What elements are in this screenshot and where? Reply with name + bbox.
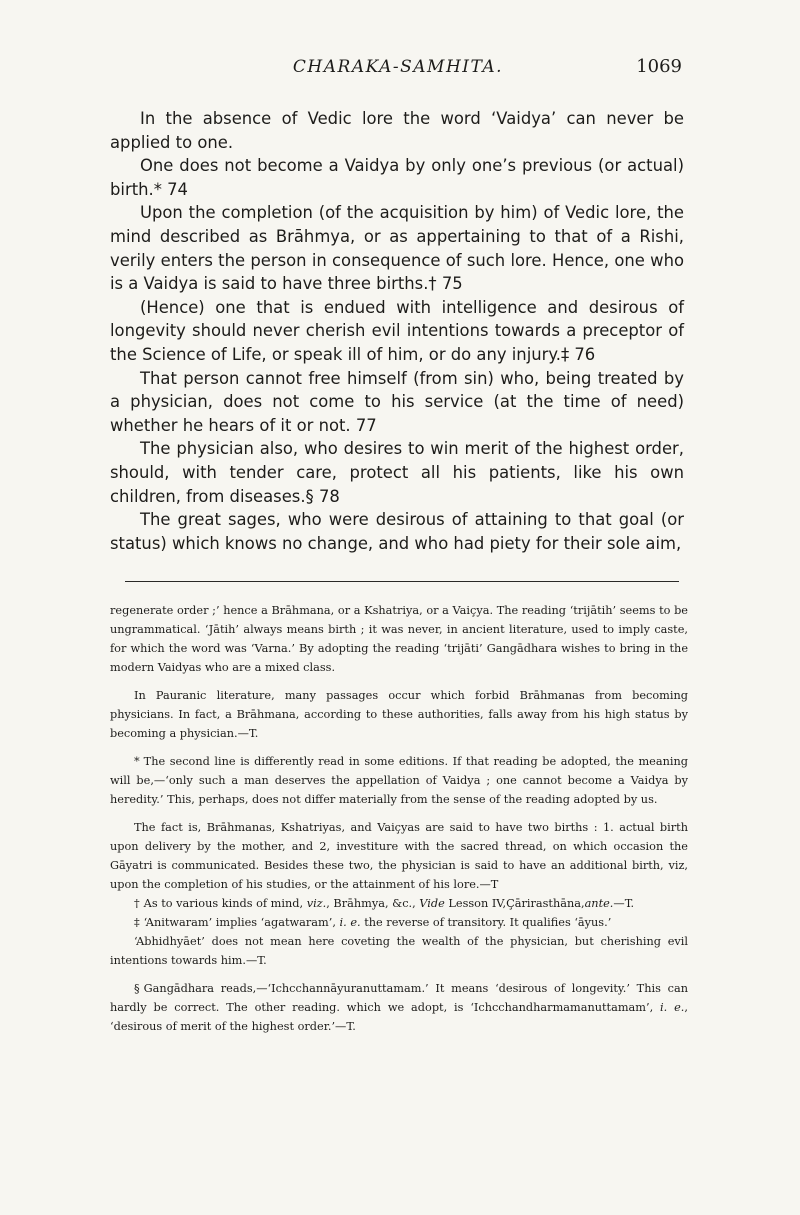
paragraph: In the absence of Vedic lore the word ‘Vaidya’ can never be applied to one. [110,109,684,152]
footnote-asterisk-continued: The fact is, Brāhmanas, Kshatriyas, and Vaiçyas are said to have two births : 1. actual birth upon delivery by the mother, and 2, investiture with the sacred thread, on which occasion the Gāyatri is communicated. Besides these two, the physician is said to have an additional birth, viz, upon the completion of his studies, or the attainment of his lore.—T [110,821,688,891]
paragraph: Upon the completion (of the acquisition by him) of Vedic lore, the mind described as Brāhmya, or as appertaining to that of a Rishi, verily enters the person in consequence of such lore. Hence, one who is a Vaidya is said to have three births.† 75 [110,203,684,294]
footnotes [110,601,688,1036]
footnote-italic: i. e. [660,1001,685,1014]
footnote-text: —T. [613,897,635,910]
main-text [110,107,684,555]
running-head [110,57,686,85]
footnote-symbol: * [134,755,140,768]
footnote-asterisk [110,752,688,809]
footnote-dagger [110,894,688,913]
footnote-text: , ‘desirous of merit of the highest order.’—T. [110,1001,688,1033]
footnote-symbol: † [134,897,140,910]
footnote-italic: i. e. [339,916,361,929]
footnote-text: The second line is differently read in some editions. If that reading be adopted, the meaning will be,—‘only such a man deserves the appellation of Vaidya ; one cannot become a Vaidya by heredity.’ This, perhaps, does not differ materially from the sense of the reading adopted by us. [110,755,688,806]
footnote-text: Lesson IV,Çārirasthāna, [444,897,585,910]
paragraph: One does not become a Vaidya by only one’s previous (or actual) birth.* 74 [110,156,684,199]
footnote-symbol: ‡ [134,916,140,929]
page-number: 1069 [636,56,682,77]
footnote-symbol: § [134,982,140,995]
footnote-double-dagger [110,913,688,932]
running-title: CHARAKA-SAMHITA. [292,57,504,77]
footnote-text: Gangādhara reads,—‘Ichcchannāyuranuttamam.’ It means ‘desirous of longevity.’ This can hardly be correct. The other reading. which we adopt, is ‘Ichcchandharmamanuttamam’, [110,982,688,1014]
footnote-text: , Brāhmya, &c., [326,897,420,910]
footnote-continued: regenerate order ;’ hence a Brāhmana, or a Kshatriya, or a Vaiçya. The reading ‘trijātih’ seems to be ungrammatical. ‘Jātih’ always means birth ; it was never, in ancient literature, used to imply caste, for which the word was ‘Varna.’ By adopting the reading ‘trijāti’ Gangādhara wishes to bring in the modern Vaidyas who are a mixed class. [110,604,688,674]
footnote-text: ‘Anitwaram’ implies ‘agatwaram’, [143,916,340,929]
paragraph: The physician also, who desires to win merit of the highest order, should, with tender care, protect all his patients, like his own children, from diseases.§ 78 [110,439,684,506]
footnote-divider [125,581,679,582]
paragraph: The great sages, who were desirous of attaining to that goal (or status) which knows no change, and who had piety for their sole aim, [110,510,684,553]
footnote-italic: Vide [419,897,445,910]
footnote-italic: ante. [584,897,614,910]
footnote-continued: In Pauranic literature, many passages occur which forbid Brāhmanas from becoming physicians. In fact, a Brāhmana, according to these authorities, falls away from his high status by becoming a physician.—T. [110,689,688,740]
footnote-text: As to various kinds of mind, [143,897,307,910]
paragraph: That person cannot free himself (from sin) who, being treated by a physician, does not come to his service (at the time of need) whether he hears of it or not. 77 [110,368,684,435]
footnote-text: the reverse of transitory. It qualifies ‘āyus.’ [360,916,612,929]
footnote-double-dagger-continued: ‘Abhidhyāet’ does not mean here coveting the wealth of the physician, but cherishing evil intentions towards him.—T. [110,935,688,967]
footnote-italic: viz. [306,897,327,910]
footnote-section [110,979,688,1036]
paragraph: (Hence) one that is endued with intelligence and desirous of longevity should never cherish evil intentions towards a preceptor of the Science of Life, or speak ill of him, or do any injury.‡ 76 [110,297,684,364]
